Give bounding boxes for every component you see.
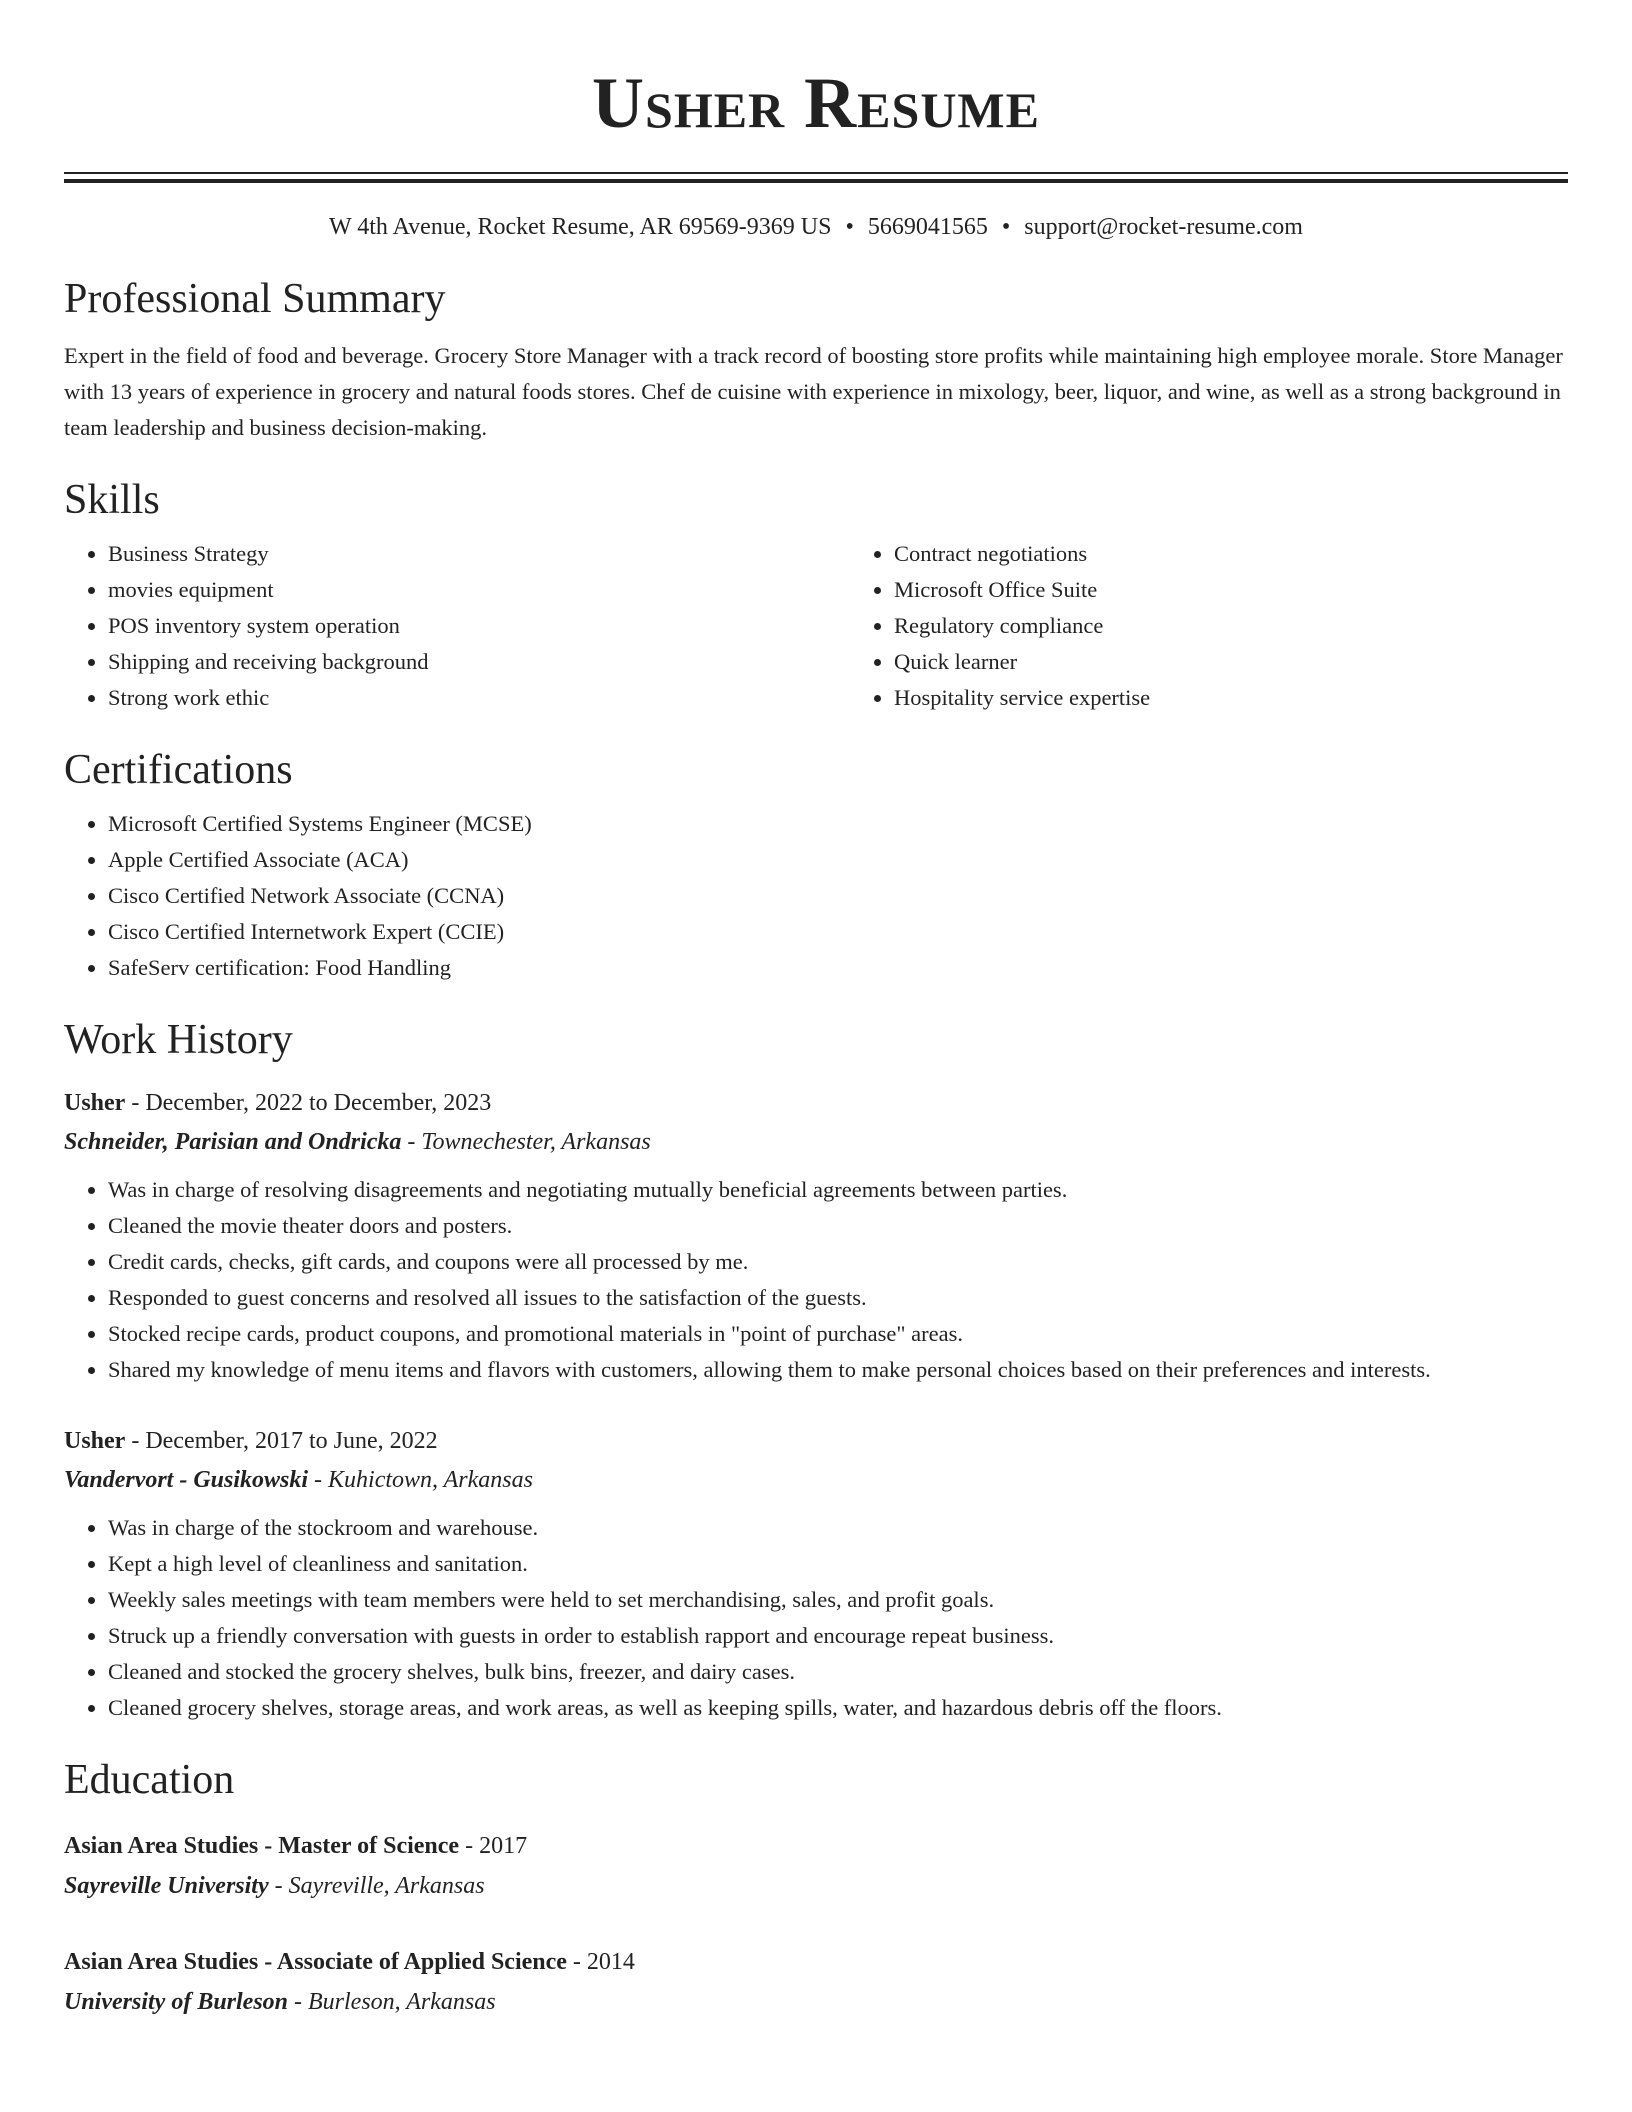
job-duty: • Responded to guest concerns and resolved all issues to the satisfaction of the guests. <box>108 1280 1568 1316</box>
skill-item: • Microsoft Office Suite <box>894 572 1632 608</box>
job-dates: - December, 2022 to December, 2023 <box>125 1090 492 1116</box>
education-degree: Asian Area Studies - Associate of Applied Science <box>64 1949 567 1975</box>
job-duty: • Shared my knowledge of menu items and flavors with customers, allowing them to make personal choices based on their preferences and interests. <box>108 1352 1568 1388</box>
education-school: Sayreville University <box>64 1873 269 1899</box>
job-duty: • Credit cards, checks, gift cards, and coupons were all processed by me. <box>108 1244 1568 1280</box>
job-company: Vandervort - Gusikowski <box>64 1467 309 1493</box>
education-degree-line <box>64 1942 1568 1982</box>
job-employer-line <box>64 1460 1568 1500</box>
summary-heading: Professional Summary <box>64 276 446 322</box>
job-role: Usher <box>64 1090 126 1116</box>
job-role: Usher <box>64 1428 126 1454</box>
skills-list-left <box>64 536 850 716</box>
job-employer-line <box>64 1122 1568 1162</box>
job-duties-list <box>64 1172 1568 1388</box>
education-heading: Education <box>64 1757 235 1803</box>
skills-section <box>64 474 1568 716</box>
work-history-heading: Work History <box>64 1017 293 1063</box>
contact-phone: 5669041565 <box>867 214 988 240</box>
job-entry <box>64 1084 1568 1388</box>
contact-separator: • <box>845 214 854 240</box>
job-entry <box>64 1422 1568 1726</box>
certification-item: • Microsoft Certified Systems Engineer (MCSE) <box>108 806 1568 842</box>
job-duty: • Weekly sales meetings with team members were held to set merchandising, sales, and profit goals. <box>108 1582 1568 1618</box>
certification-item: • Cisco Certified Internetwork Expert (CCIE) <box>108 914 1568 950</box>
skill-item: • Business Strategy <box>108 536 850 572</box>
job-title-line <box>64 1084 1568 1122</box>
skill-item: • POS inventory system operation <box>108 608 850 644</box>
job-duty: • Cleaned and stocked the grocery shelves, bulk bins, freezer, and dairy cases. <box>108 1654 1568 1690</box>
summary-text: Expert in the field of food and beverage. Grocery Store Manager with a track record of boosting store profits while maintaining high employee morale. Store Manager with 13 years of experience in grocery and natural foods stores. Chef de cuisine with experience in mixology, beer, liquor, and wine, as well as a strong background in team leadership and business decision-making. <box>64 343 1563 440</box>
skill-item: • Quick learner <box>894 644 1632 680</box>
skill-item: • Strong work ethic <box>108 680 850 716</box>
job-duty: • Kept a high level of cleanliness and sanitation. <box>108 1546 1568 1582</box>
certification-item: • Apple Certified Associate (ACA) <box>108 842 1568 878</box>
education-location: - Burleson, Arkansas <box>288 1989 496 2015</box>
education-location: - Sayreville, Arkansas <box>268 1873 485 1899</box>
skill-item: • Hospitality service expertise <box>894 680 1632 716</box>
education-school-line <box>64 1866 1568 1906</box>
skill-item: • Shipping and receiving background <box>108 644 850 680</box>
skills-grid <box>64 526 1568 716</box>
certifications-list <box>64 806 1568 986</box>
job-title-line <box>64 1422 1568 1460</box>
job-duty: • Cleaned the movie theater doors and posters. <box>108 1208 1568 1244</box>
job-location: - Townechester, Arkansas <box>401 1129 651 1155</box>
job-duties-list <box>64 1510 1568 1726</box>
certifications-heading: Certifications <box>64 747 293 793</box>
education-entry <box>64 1942 1568 2022</box>
skill-item: • Regulatory compliance <box>894 608 1632 644</box>
job-company: Schneider, Parisian and Ondricka <box>64 1129 402 1155</box>
job-duty: • Was in charge of resolving disagreements and negotiating mutually beneficial agreements between parties. <box>108 1172 1568 1208</box>
certification-item: • SafeServ certification: Food Handling <box>108 950 1568 986</box>
job-duty: • Struck up a friendly conversation with guests in order to establish rapport and encourage repeat business. <box>108 1618 1568 1654</box>
skill-item: • movies equipment <box>108 572 850 608</box>
education-entry <box>64 1826 1568 1906</box>
contact-email: support@rocket-resume.com <box>1024 214 1303 240</box>
contact-address: W 4th Avenue, Rocket Resume, AR 69569-9369 US <box>329 214 832 240</box>
contact-separator: • <box>1001 214 1011 240</box>
title-divider <box>64 172 1568 183</box>
skill-item: • Contract negotiations <box>894 536 1632 572</box>
skills-list-right <box>850 536 1632 716</box>
job-location: - Kuhictown, Arkansas <box>308 1467 533 1493</box>
job-dates: - December, 2017 to June, 2022 <box>125 1428 438 1454</box>
education-school: University of Burleson <box>64 1989 289 2015</box>
education-degree: Asian Area Studies - Master of Science <box>64 1833 460 1859</box>
certification-item: • Cisco Certified Network Associate (CCNA) <box>108 878 1568 914</box>
job-duty: • Cleaned grocery shelves, storage areas, and work areas, as well as keeping spills, water, and hazardous debris off the floors. <box>108 1690 1568 1726</box>
skills-heading: Skills <box>64 477 160 523</box>
education-year: - 2014 <box>566 1949 635 1975</box>
summary-section <box>64 273 1568 446</box>
job-duty: • Stocked recipe cards, product coupons, and promotional materials in "point of purchase" areas. <box>108 1316 1568 1352</box>
work-history-section <box>64 1014 1568 1726</box>
education-year: - 2017 <box>459 1833 528 1859</box>
certifications-section <box>64 744 1568 986</box>
job-duty: • Was in charge of the stockroom and warehouse. <box>108 1510 1568 1546</box>
education-degree-line <box>64 1826 1568 1866</box>
education-section <box>64 1754 1568 2022</box>
page-title: Usher Resume <box>592 63 1040 143</box>
education-school-line <box>64 1982 1568 2022</box>
contact-line <box>64 211 1568 243</box>
